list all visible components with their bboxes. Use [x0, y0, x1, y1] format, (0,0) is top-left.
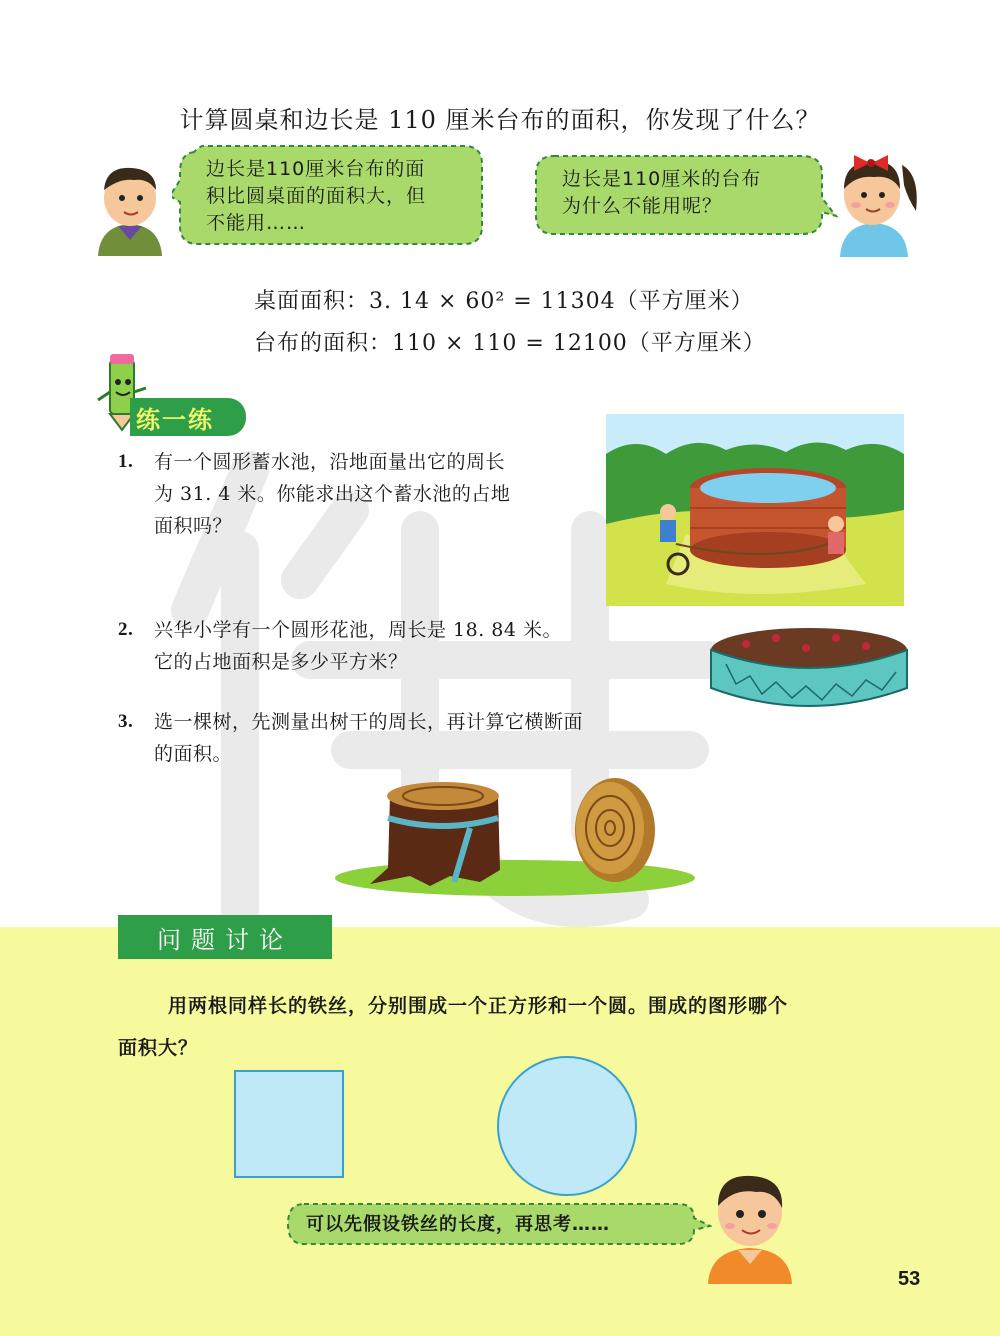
practice-item-1	[118, 446, 588, 542]
practice-item-line: 兴华小学有一个圆形花池，周长是 18. 84 米。	[154, 619, 563, 641]
tree-stump-illustration	[330, 772, 700, 898]
bubble-right-text	[562, 166, 761, 220]
bubble-left-line: 边长是110厘米台布的面	[206, 158, 426, 180]
reservoir-illustration	[606, 414, 904, 606]
practice-item-2	[118, 614, 718, 678]
discussion-title: 问题讨论	[118, 915, 332, 959]
practice-title: 练一练	[136, 406, 214, 434]
practice-item-line: 它的占地面积是多少平方米？	[154, 651, 408, 673]
discussion-line: 面积大？	[118, 1037, 199, 1059]
practice-item-line: 面积吗？	[154, 515, 233, 537]
practice-item-number: 1.	[118, 451, 134, 472]
practice-item-number: 2.	[118, 619, 134, 640]
girl-character-icon	[830, 145, 920, 257]
practice-item-3	[118, 706, 718, 770]
bubble-left-line: 积比圆桌面的面积大，但	[206, 185, 427, 207]
practice-item-line: 的面积。	[154, 743, 233, 765]
bubble-right-line: 为什么不能用呢？	[562, 195, 723, 217]
boy-thinking-icon	[700, 1160, 800, 1284]
formula-cloth-area: 台布的面积：110 × 110 = 12100（平方厘米）	[254, 331, 766, 356]
bubble-right-line: 边长是110厘米的台布	[562, 168, 762, 190]
bubble-left-text	[206, 156, 426, 237]
circle-shape	[497, 1056, 637, 1196]
formula-table-area: 桌面面积：3. 14 × 60² = 11304（平方厘米）	[254, 289, 754, 314]
practice-item-number: 3.	[118, 711, 134, 732]
page-number: 53	[898, 1268, 921, 1290]
bubble-left-line: 不能用……	[206, 212, 307, 234]
discussion-question: 计算圆桌和边长是 110 厘米台布的面积，你发现了什么？	[179, 106, 821, 134]
hint-text: 可以先假设铁丝的长度，再思考……	[306, 1214, 610, 1235]
flower-bed-illustration	[706, 624, 912, 720]
boy-character-icon	[92, 160, 168, 256]
square-shape	[234, 1070, 344, 1178]
discussion-text	[118, 985, 898, 1069]
practice-item-line: 为 31. 4 米。你能求出这个蓄水池的占地	[154, 483, 511, 505]
practice-item-line: 选一棵树，先测量出树干的周长，再计算它横断面	[154, 711, 584, 733]
discussion-line: 用两根同样长的铁丝，分别围成一个正方形和一个圆。围成的图形哪个	[168, 995, 789, 1017]
practice-item-line: 有一个圆形蓄水池，沿地面量出它的周长	[154, 451, 506, 473]
